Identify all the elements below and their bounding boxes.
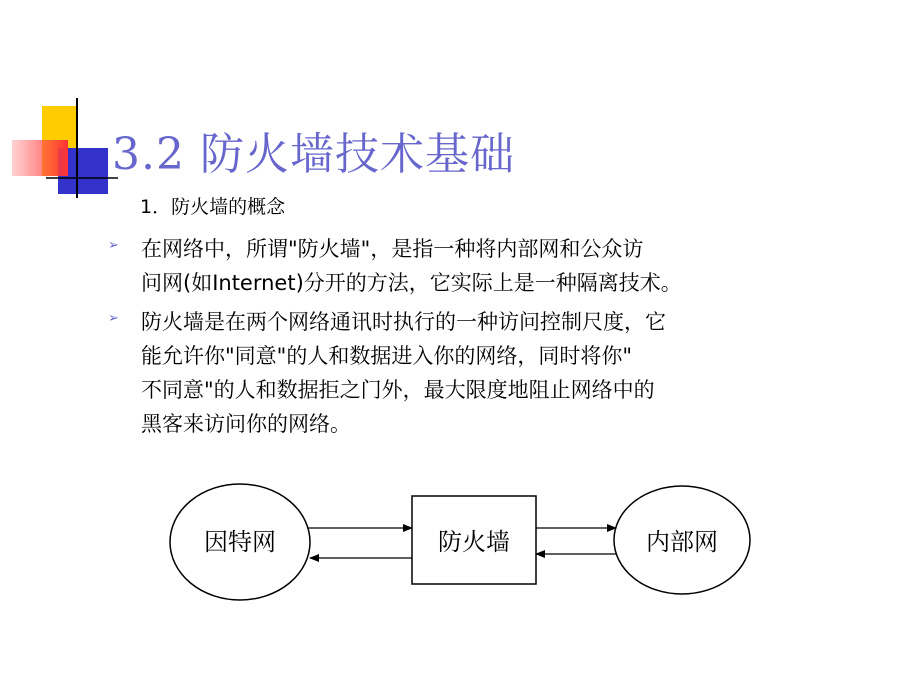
bullet-text-line: 能允许你"同意"的人和数据进入你的网络，同时将你" [141, 344, 632, 368]
bullet-item [108, 232, 868, 300]
bullet-text-line: 问网(如Internet)分开的方法，它实际上是一种隔离技术。 [141, 271, 682, 295]
bullet-text-line: 黑客来访问你的网络。 [141, 412, 351, 436]
bullet-text-line: 在网络中，所谓"防火墙"，是指一种将内部网和公众访 [141, 237, 644, 261]
firewall-diagram [160, 470, 760, 620]
slide-title: 3.2 防火墙技术基础 [112, 129, 515, 180]
bullet-arrow-icon: ➢ [108, 238, 119, 253]
slide-subtitle: 1．防火墙的概念 [140, 196, 286, 218]
internet-label: 因特网 [204, 528, 276, 556]
intranet-label: 内部网 [646, 528, 718, 556]
bullet-item [108, 305, 868, 441]
bullet-text-line: 不同意"的人和数据拒之门外，最大限度地阻止网络中的 [141, 378, 655, 402]
bullet-text-line: 防火墙是在两个网络通讯时执行的一种访问控制尺度，它 [141, 310, 666, 334]
firewall-label: 防火墙 [438, 528, 510, 556]
bullet-arrow-icon: ➢ [108, 311, 119, 326]
